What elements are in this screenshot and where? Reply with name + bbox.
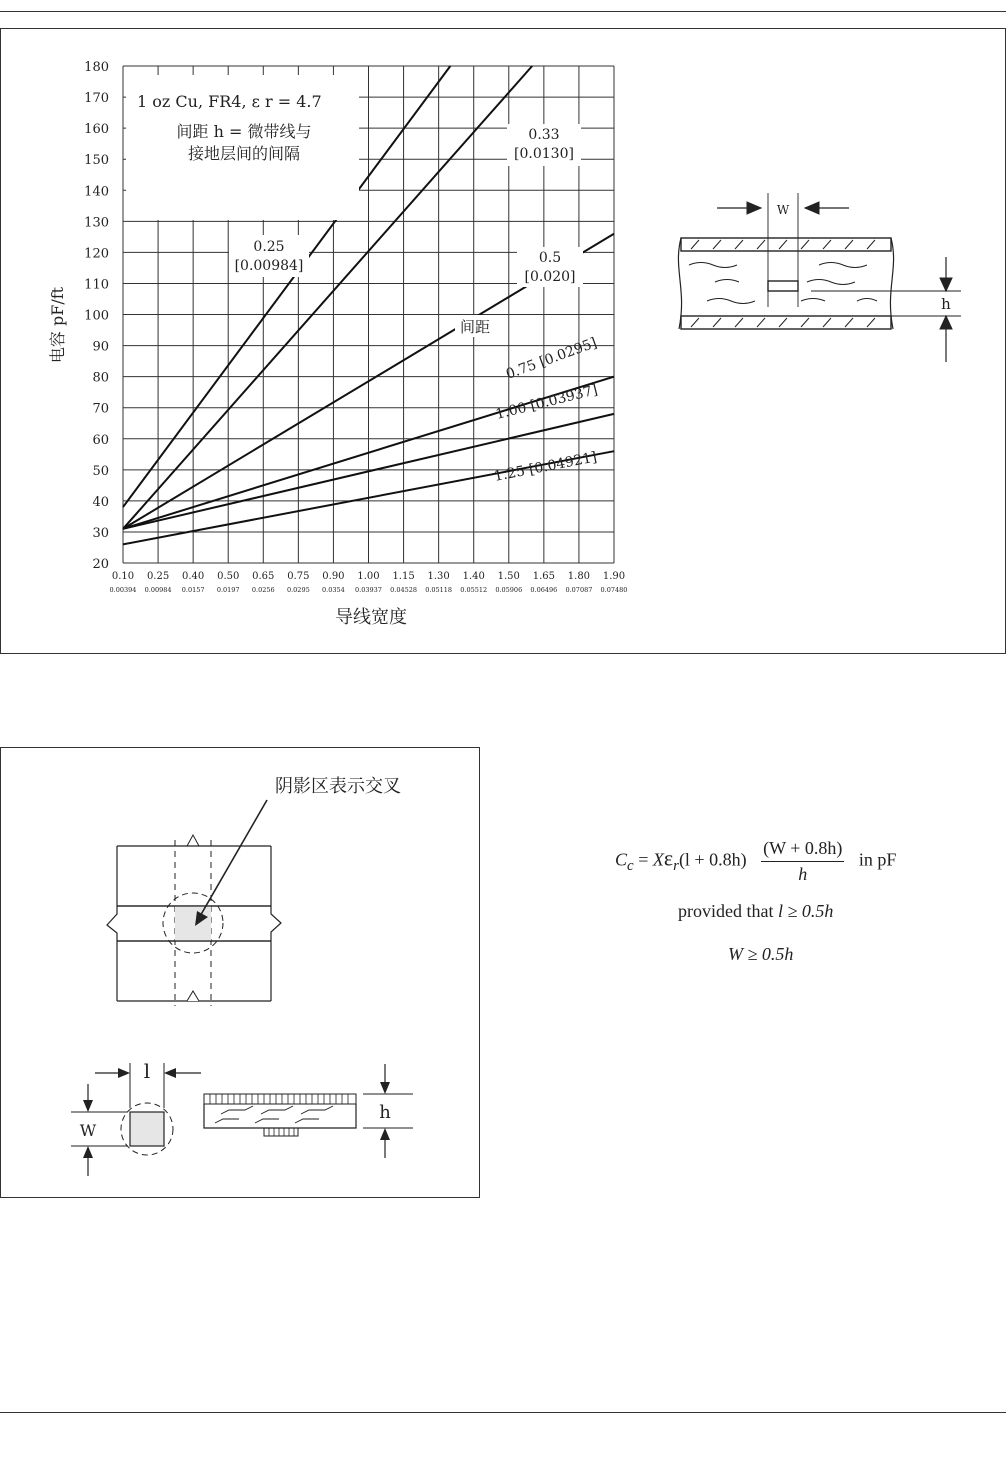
x-tick-label: 0.65 (252, 571, 275, 582)
x-tick-label-inch: 0.05118 (425, 586, 453, 594)
formula-frac-den: h (798, 864, 808, 884)
capacitance-panel (0, 28, 1006, 654)
series-label-05-top: 0.5 (538, 250, 562, 266)
x-tick-label: 1.65 (532, 571, 555, 582)
x-tick-label-inch: 0.0157 (181, 586, 205, 594)
crossover-panel (0, 747, 480, 1198)
x-tick-label-inch: 0.0256 (251, 586, 275, 594)
chart-title: 1 oz Cu, FR4, ε r = 4.7 (137, 92, 322, 111)
crossover-width-label: W (79, 1121, 97, 1140)
crossover-callout: 阴影区表示交叉 (275, 776, 401, 797)
x-tick-label: 1.30 (427, 571, 450, 582)
x-tick-label: 1.50 (497, 571, 520, 582)
formula-eq: = (633, 849, 653, 870)
x-tick-label-inch: 0.05512 (460, 586, 488, 594)
signal-trace (768, 281, 798, 291)
top-ground-layer (681, 238, 891, 251)
y-tick-label: 60 (92, 432, 109, 448)
y-tick-label: 70 (92, 401, 109, 417)
y-tick-label: 90 (92, 339, 109, 355)
x-tick-label-inch: 0.00984 (144, 586, 172, 594)
x-tick-label: 0.75 (287, 571, 310, 582)
x-tick-label: 0.10 (111, 571, 135, 582)
capacitance-chart (1, 29, 1005, 653)
formula-x: X (652, 849, 664, 870)
series-label-075: 0.75 [0.0295] (503, 335, 600, 383)
bottom-ground-layer (681, 316, 891, 329)
top-rule (0, 11, 1006, 12)
series-label-100: 1.00 [0.03937] (494, 382, 600, 423)
y-tick-label: 130 (84, 215, 109, 231)
y-tick-label: 50 (92, 463, 109, 479)
y-tick-label: 180 (84, 60, 109, 75)
formula-lhs: C (615, 849, 628, 870)
x-tick-label: 1.15 (392, 571, 415, 582)
crossover-shaded-area (175, 906, 211, 941)
x-tick-label: 1.90 (602, 571, 626, 582)
y-tick-label: 140 (84, 184, 109, 200)
y-tick-label: 30 (92, 525, 109, 541)
formula-cond-1: l ≥ 0.5h (777, 901, 834, 921)
x-tick-label: 0.40 (182, 571, 205, 582)
crossover-height-label: h (379, 1102, 391, 1123)
bottom-rule (0, 1412, 1006, 1413)
formula-frac-num: (W + 0.8h) (761, 838, 844, 862)
formula-epsilon: ε (663, 845, 674, 871)
x-tick-label-inch: 0.0354 (322, 586, 345, 594)
series-label-033-bottom: [0.0130] (514, 146, 574, 162)
x-tick-label-inch: 0.04528 (390, 586, 418, 594)
y-tick-label: 110 (84, 277, 109, 293)
microstrip-height-label: h (941, 295, 951, 313)
formula-condition-2 (728, 944, 793, 965)
formula-paren: (l + 0.8h) (678, 849, 747, 870)
y-tick-label: 100 (84, 308, 109, 324)
microstrip-cross-section (678, 193, 961, 362)
formula-cond-2: W ≥ 0.5h (728, 944, 794, 964)
x-tick-label-inch: 0.07087 (565, 586, 593, 594)
y-tick-label: 170 (84, 91, 109, 107)
x-tick-label-inch: 0.05906 (495, 586, 523, 594)
x-tick-label: 0.25 (146, 571, 170, 582)
series-label-033-top: 0.33 (528, 127, 560, 143)
x-tick-label-inch: 0.03937 (355, 586, 382, 594)
chart-note-line-2: 接地层间的间隔 (187, 144, 301, 163)
detail-crossover-square (130, 1112, 164, 1146)
crossover-length-label: l (143, 1059, 151, 1083)
y-tick-label: 120 (84, 246, 109, 262)
series-label-125: 1.25 [0.04921] (492, 449, 599, 485)
x-tick-label-inch: 0.0197 (216, 586, 240, 594)
x-axis-title: 导线宽度 (335, 607, 407, 628)
microstrip-width-label: W (776, 203, 790, 217)
series-label-025-bottom: [0.00984] (234, 258, 304, 274)
series-label-025-top: 0.25 (253, 239, 285, 255)
formula-fraction (761, 838, 844, 885)
x-tick-label-inch: 0.0295 (286, 586, 310, 594)
x-tick-label: 0.50 (217, 571, 240, 582)
x-tick-label-inch: 0.06496 (530, 586, 558, 594)
series-label-05-bottom: [0.020] (524, 269, 576, 285)
x-tick-label: 1.00 (357, 571, 380, 582)
crossover-capacitance-formula (615, 838, 896, 885)
formula-eps-sub: r (673, 858, 679, 875)
y-tick-label: 20 (92, 557, 109, 572)
x-tick-label-inch: 0.07480 (600, 586, 628, 594)
y-tick-label: 40 (92, 494, 109, 510)
chart-note-line-1: 间距 h = 微带线与 (176, 122, 312, 141)
spacing-label: 间距 (459, 318, 491, 336)
x-tick-label: 1.40 (462, 571, 485, 582)
x-tick-label: 1.80 (567, 571, 591, 582)
formula-condition-1 (678, 901, 833, 922)
y-tick-label: 150 (84, 153, 109, 169)
formula-unit: in pF (858, 849, 897, 870)
crossover-diagram (1, 748, 479, 1197)
formula-cond-prefix: provided that (678, 901, 778, 921)
formula-lhs-sub: c (627, 858, 634, 875)
y-tick-label: 80 (92, 370, 109, 386)
y-axis-title: 电容 pF/ft (48, 286, 67, 364)
y-tick-label: 160 (84, 122, 109, 138)
x-tick-label: 0.90 (322, 571, 345, 582)
x-tick-label-inch: 0.00394 (109, 586, 137, 594)
